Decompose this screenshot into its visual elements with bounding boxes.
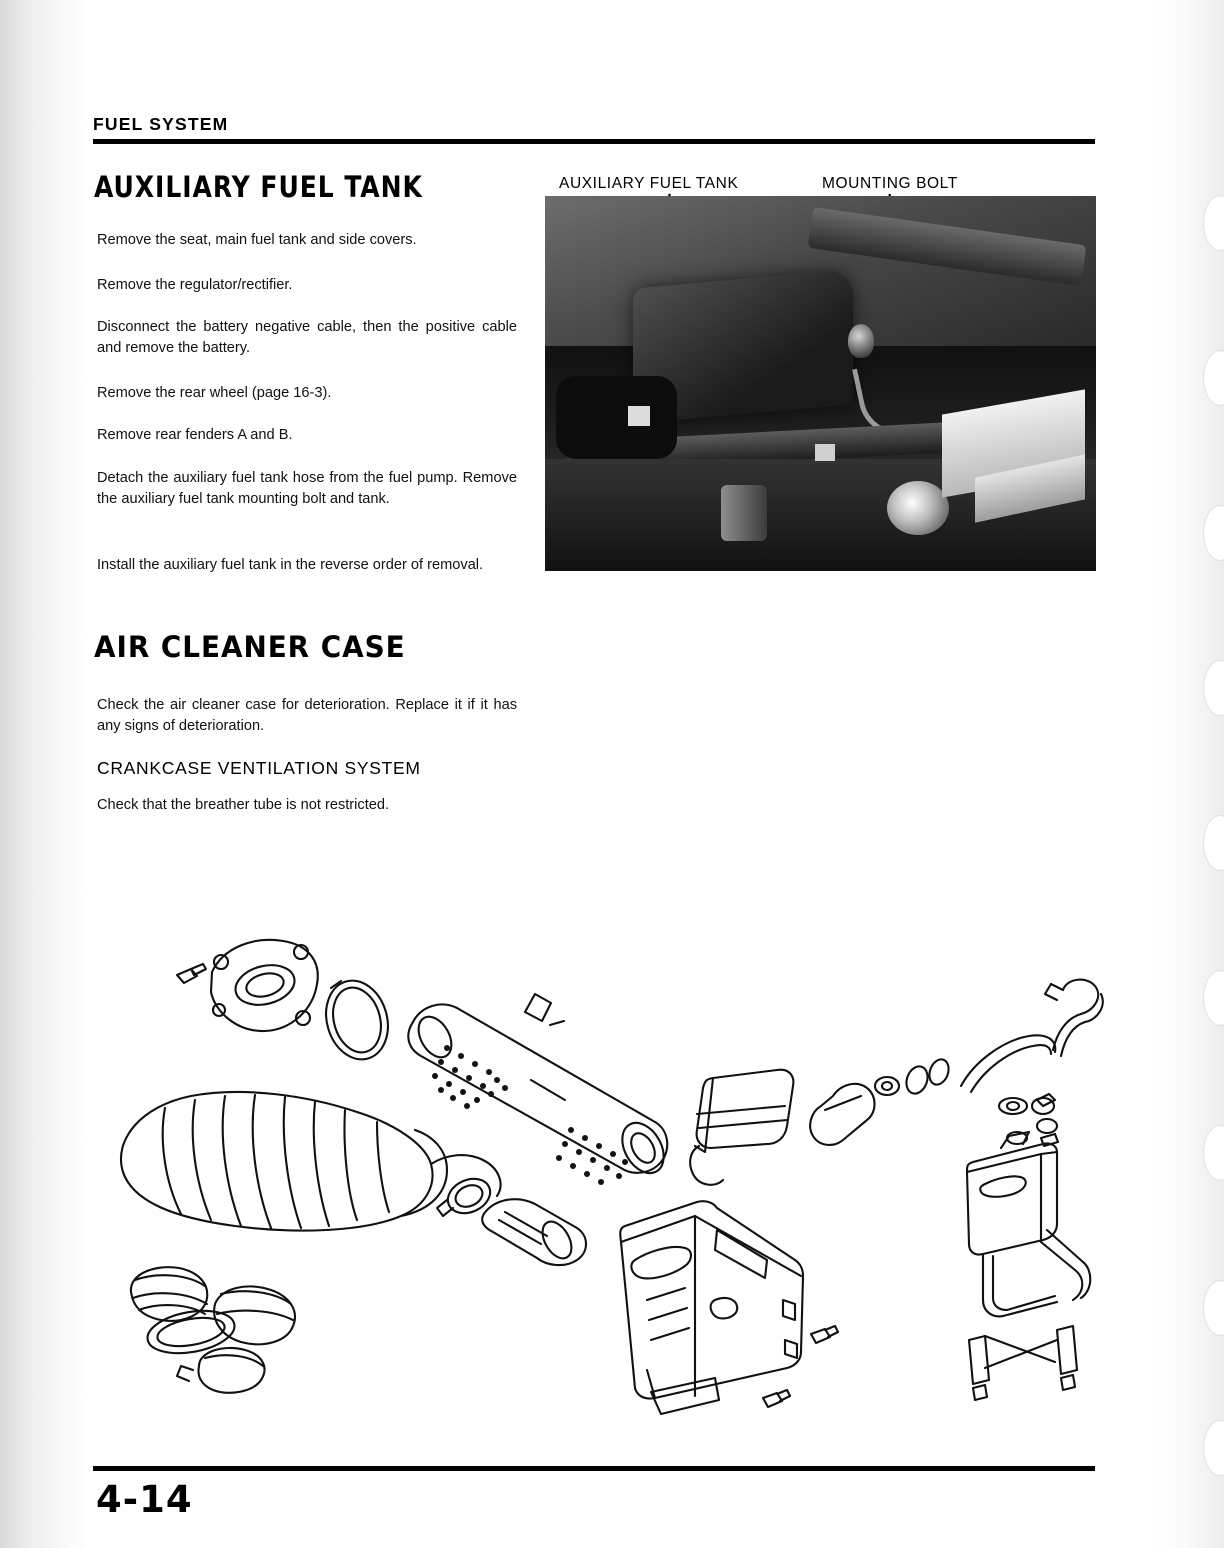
crankcase-paragraph-1: Check that the breather tube is not restricted. (97, 797, 390, 813)
callout-label-auxiliary-fuel-tank: AUXILIARY FUEL TANK (559, 175, 739, 192)
aux-paragraph-7: Install the auxiliary fuel tank in the reverse order of removal. (97, 557, 484, 573)
heading-air-cleaner-case: AIR CLEANER CASE (94, 630, 406, 664)
auxiliary-fuel-tank-photo (545, 196, 1096, 571)
air-cleaner-exploded-diagram (95, 900, 1105, 1440)
header-divider-rule (93, 139, 1095, 144)
air-cleaner-paragraph-1: Check the air cleaner case for deterioration. Replace it if it has any signs of deterioration. (97, 697, 517, 735)
aux-paragraph-3: Disconnect the battery negative cable, then the positive cable and remove the battery. (97, 319, 517, 357)
page-number: 4-14 (96, 1478, 193, 1521)
aux-paragraph-4: Remove the rear wheel (page 16-3). (97, 385, 332, 401)
subheading-crankcase-ventilation-system: CRANKCASE VENTILATION SYSTEM (97, 758, 421, 778)
aux-paragraph-5: Remove rear fenders A and B. (97, 427, 293, 443)
aux-paragraph-1: Remove the seat, main fuel tank and side covers. (97, 232, 417, 248)
heading-auxiliary-fuel-tank: AUXILIARY FUEL TANK (94, 170, 423, 204)
footer-divider-rule (93, 1466, 1095, 1471)
callout-label-mounting-bolt: MOUNTING BOLT (822, 175, 958, 192)
aux-paragraph-2: Remove the regulator/rectifier. (97, 277, 293, 293)
page-header-title: FUEL SYSTEM (93, 114, 229, 134)
aux-paragraph-6: Detach the auxiliary fuel tank hose from the fuel pump. Remove the auxiliary fuel tank mounting bolt and tank. (97, 470, 517, 508)
